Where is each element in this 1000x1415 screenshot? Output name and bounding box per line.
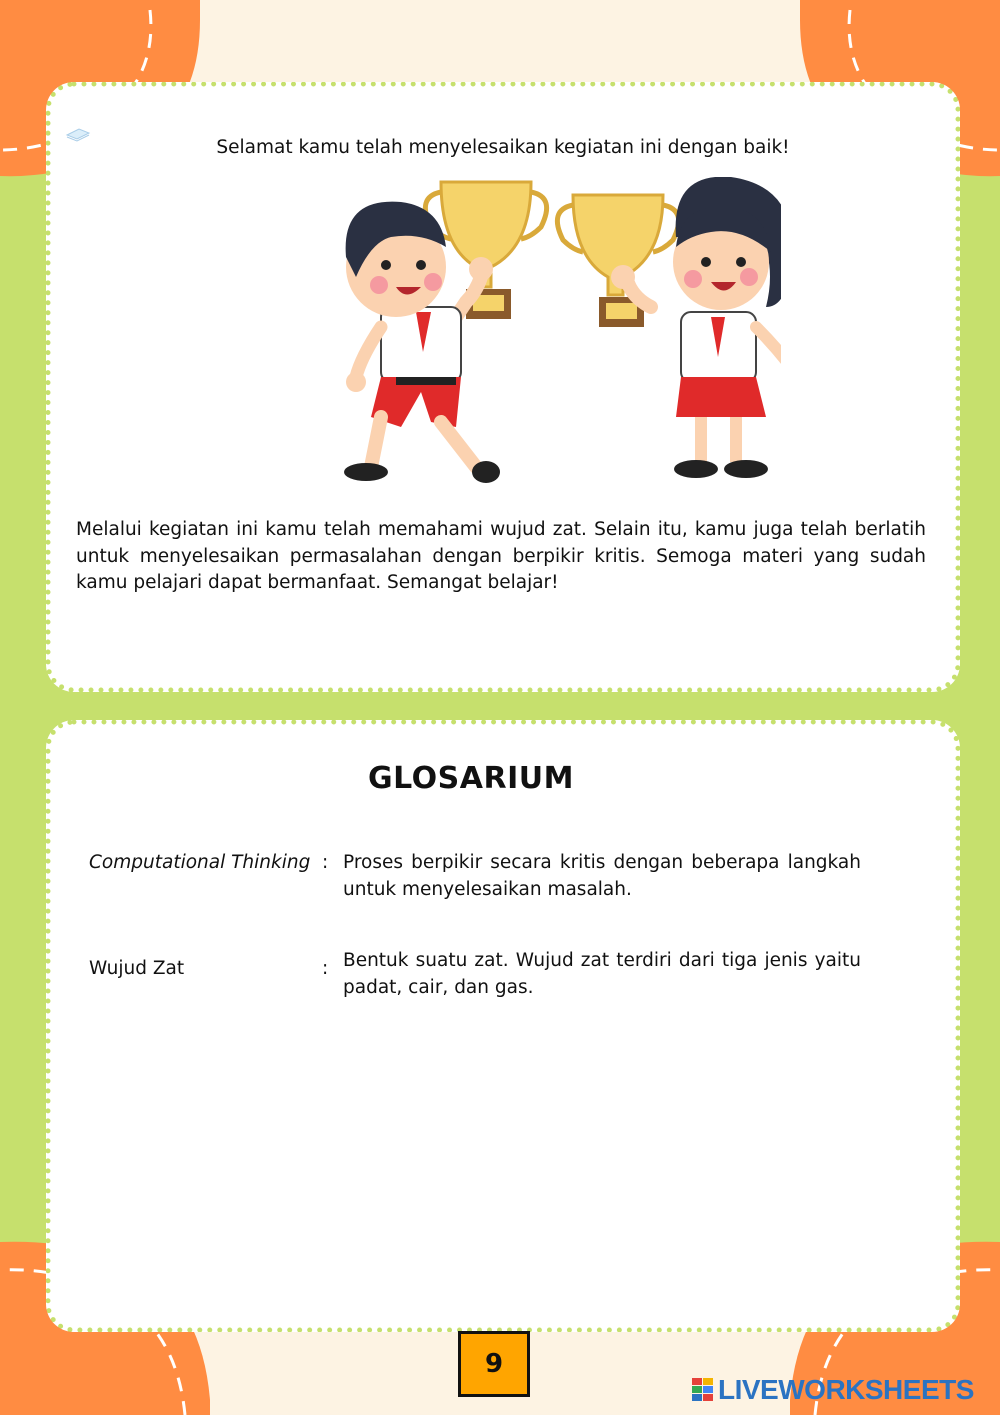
- glossary-term: Computational Thinking: [89, 852, 311, 873]
- glossary-title: GLOSARIUM: [368, 761, 574, 796]
- page-number: 9: [458, 1331, 530, 1397]
- students-with-trophies-illustration: [281, 177, 781, 497]
- glossary-definition: Bentuk suatu zat. Wujud zat terdiri dari tiga jenis yaitu padat, cair, dan gas.: [343, 950, 861, 998]
- glossary-term: Wujud Zat: [89, 958, 185, 979]
- glossary-colon: :: [322, 852, 329, 873]
- liveworksheets-logo: [692, 1372, 974, 1408]
- glossary-definition: Proses berpikir secara kritis dengan beberapa langkah untuk menyelesaikan masalah.: [343, 852, 861, 900]
- watermark-text: LIVEWORKSHEETS: [718, 1374, 974, 1405]
- congratulations-card: [46, 82, 960, 692]
- glossary-colon: :: [322, 958, 329, 979]
- summary-paragraph: Melalui kegiatan ini kamu telah memahami wujud zat. Selain itu, kamu juga telah berlatih untuk menyelesaikan permasalahan dengan berpikir kritis. Semoga materi yang sudah kamu pelajari dapat bermanfaat. Semangat belajar!: [76, 519, 926, 593]
- liveworksheets-logo-icon: [692, 1378, 714, 1402]
- glossary-card: [46, 720, 960, 1332]
- trophy-icon: [425, 182, 546, 319]
- trophy-icon-2: [557, 195, 678, 327]
- congratulations-text: Selamat kamu telah menyelesaikan kegiatan ini dengan baik!: [216, 137, 790, 158]
